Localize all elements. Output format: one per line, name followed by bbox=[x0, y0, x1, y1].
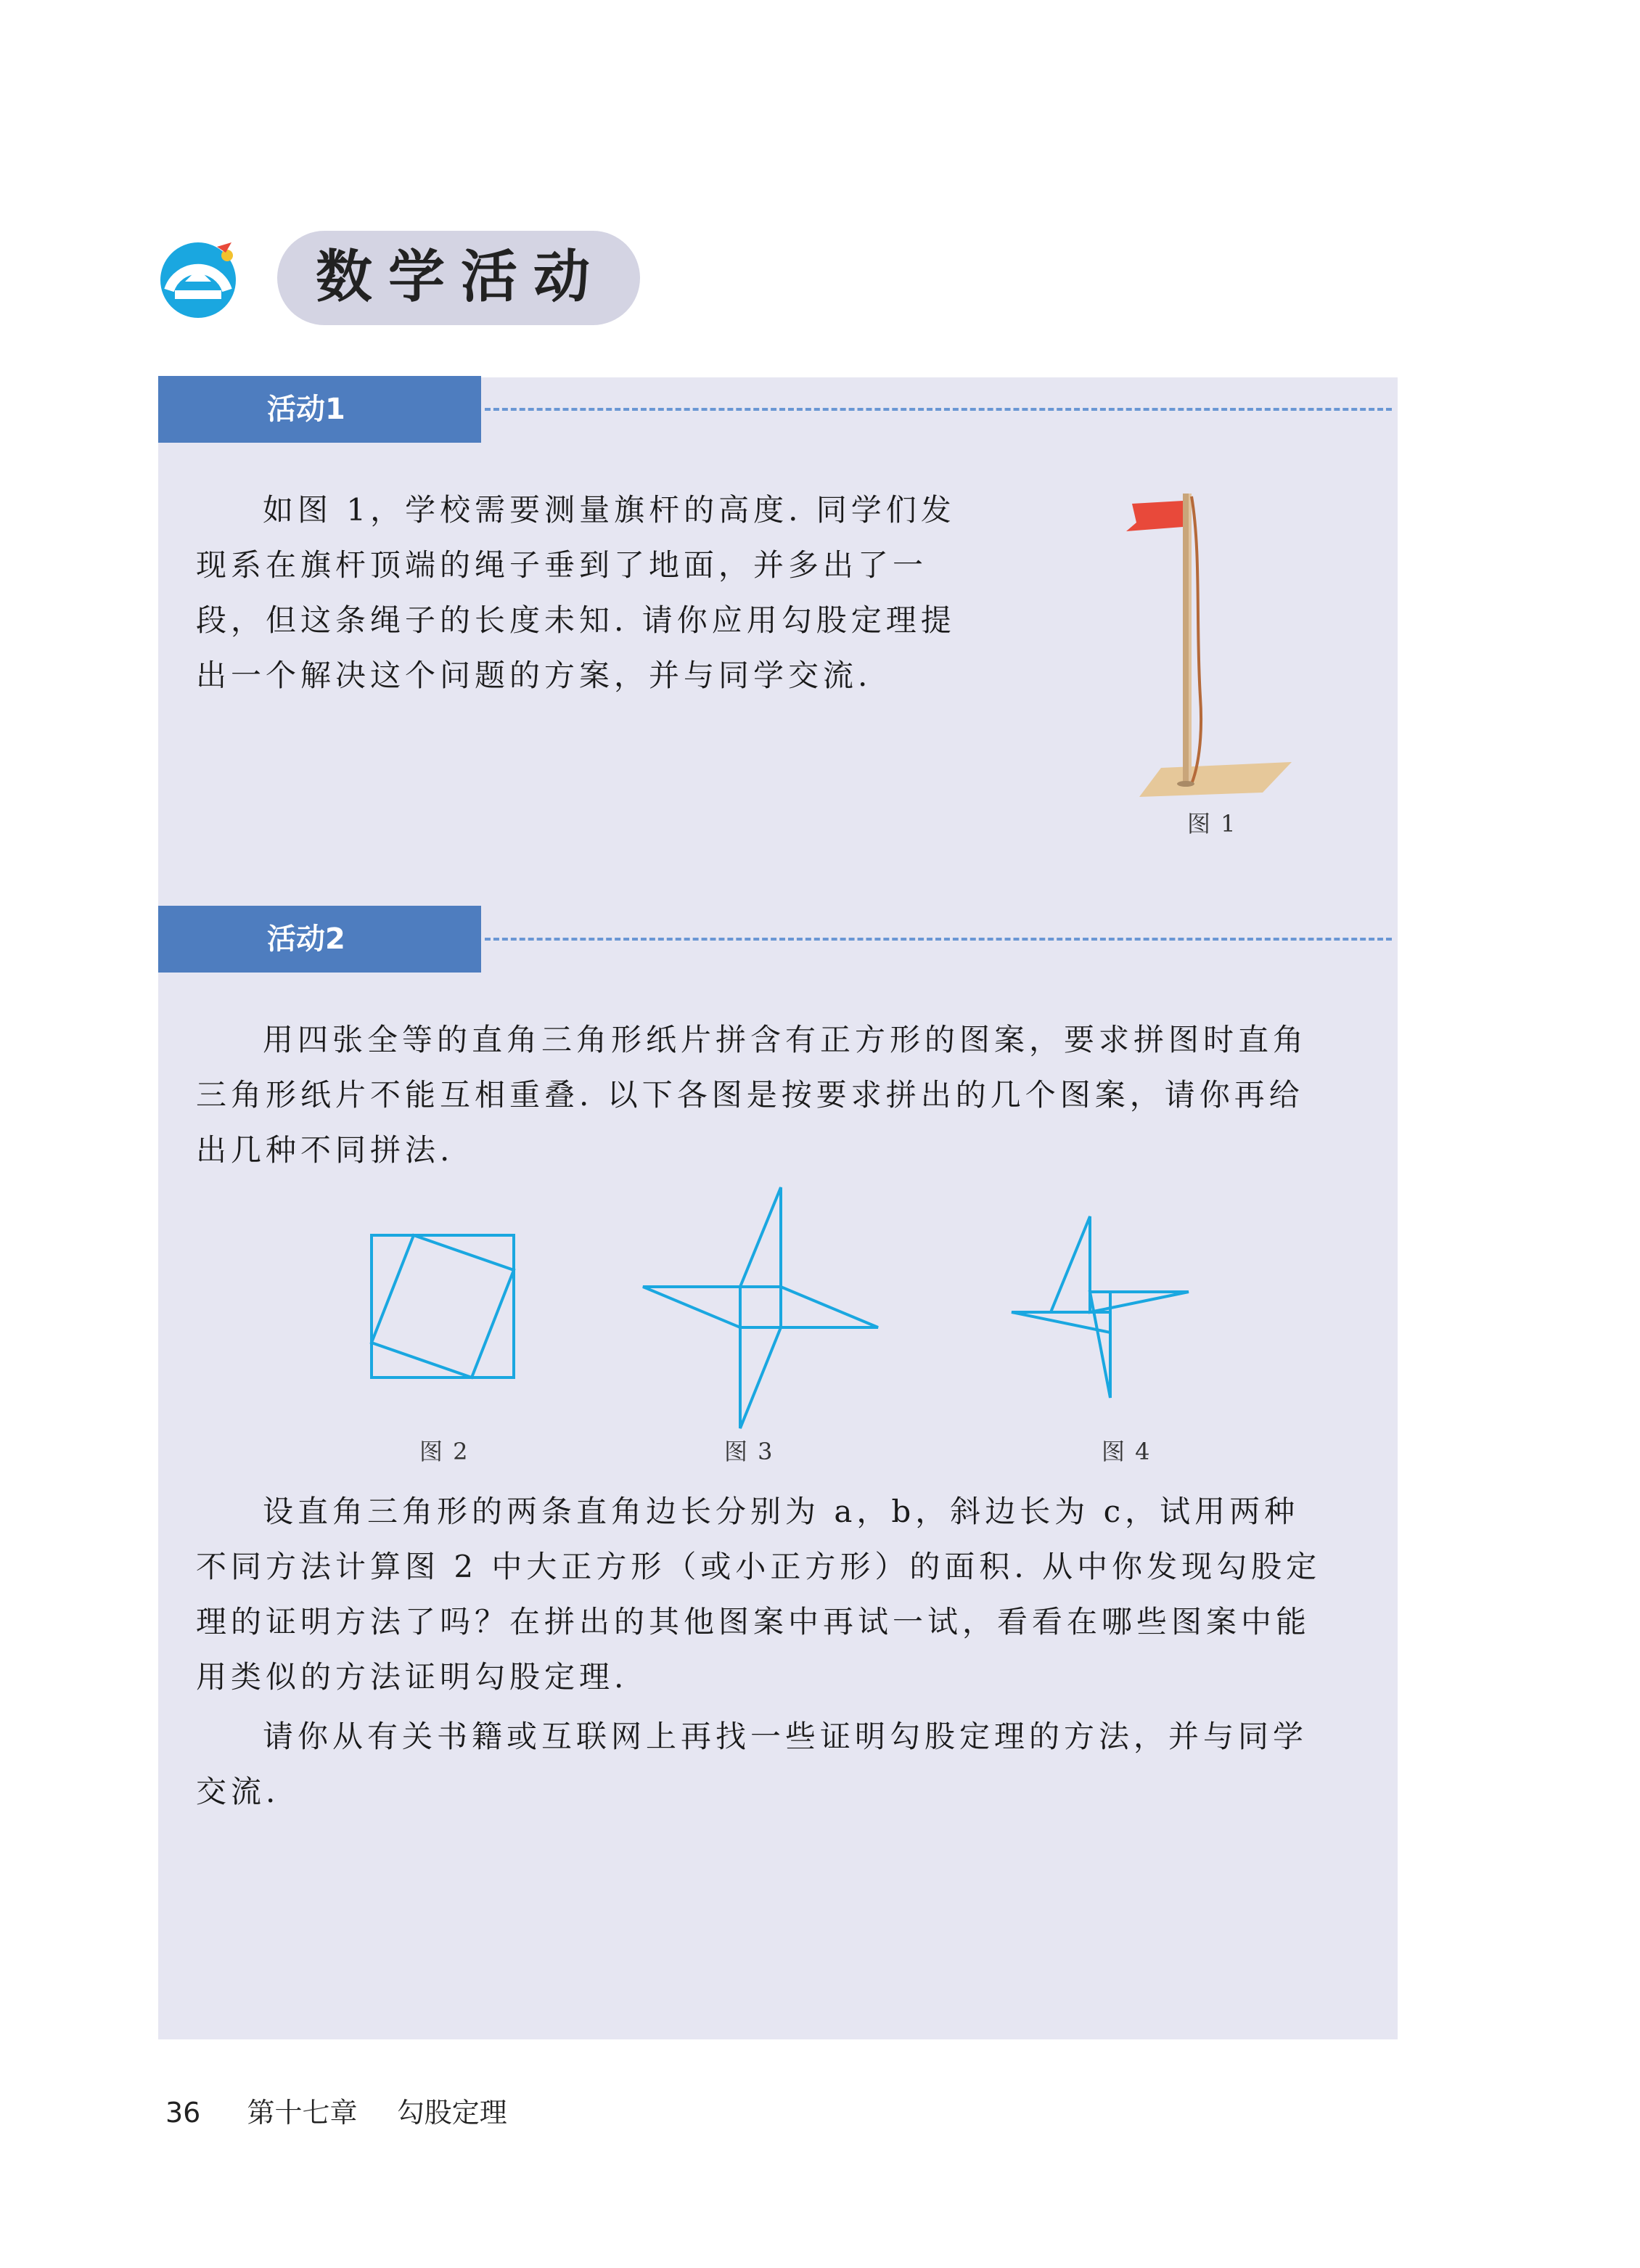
activity1-label: 活动1 bbox=[158, 376, 481, 443]
figure4-caption: 图 4 bbox=[1102, 1438, 1152, 1465]
activity2-para2-line: 用类似的方法证明勾股定理. bbox=[196, 1659, 628, 1695]
activity1-line: 现系在旗杆顶端的绳子垂到了地面，并多出了一 bbox=[196, 547, 928, 583]
figure3-caption: 图 3 bbox=[724, 1438, 774, 1465]
page-footer bbox=[165, 2090, 507, 2130]
figure1-caption: 图 1 bbox=[1187, 810, 1237, 838]
page-number: 36 bbox=[165, 2097, 201, 2129]
activity2-para3-line: 请你从有关书籍或互联网上再找一些证明勾股定理的方法，并与同学 bbox=[263, 1719, 1308, 1754]
activity2-paragraph3 bbox=[196, 1709, 1393, 1819]
activity2-para3-line: 交流. bbox=[196, 1774, 280, 1809]
page-title: 数学活动 bbox=[315, 245, 606, 310]
flagpole-figure bbox=[1110, 479, 1313, 798]
activity2-intro-line: 用四张全等的直角三角形纸片拼含有正方形的图案，要求拼图时直角 bbox=[263, 1022, 1308, 1057]
activity2-para2-line: 理的证明方法了吗？在拼出的其他图案中再试一试，看看在哪些图案中能 bbox=[196, 1604, 1311, 1639]
activity1-text bbox=[196, 483, 1052, 703]
activity1-line: 出一个解决这个问题的方案，并与同学交流. bbox=[196, 658, 872, 693]
activity1-divider bbox=[485, 408, 1392, 411]
activity2-label: 活动2 bbox=[158, 906, 481, 973]
math-activity-logo-icon bbox=[156, 240, 243, 319]
activity2-intro-line: 三角形纸片不能互相重叠. 以下各图是按要求拼出的几个图案，请你再给 bbox=[196, 1077, 1304, 1113]
figure2-square-puzzle bbox=[363, 1227, 522, 1386]
activity2-paragraph2 bbox=[196, 1484, 1393, 1705]
figure3-windmill-puzzle bbox=[631, 1182, 893, 1436]
activity2-intro bbox=[196, 1012, 1393, 1178]
figure4-pinwheel-puzzle bbox=[1001, 1211, 1197, 1407]
activity1-line: 段，但这条绳子的长度未知. 请你应用勾股定理提 bbox=[196, 602, 956, 638]
activity2-divider bbox=[485, 938, 1392, 941]
activity2-para2-line: 设直角三角形的两条直角边长分别为 a，b，斜边长为 c，试用两种 bbox=[263, 1494, 1300, 1529]
activity1-line: 如图 1，学校需要测量旗杆的高度. 同学们发 bbox=[263, 492, 956, 528]
chapter-title: 勾股定理 bbox=[396, 2097, 507, 2129]
figure2-caption: 图 2 bbox=[419, 1438, 470, 1465]
activity2-para2-line: 不同方法计算图 2 中大正方形（或小正方形）的面积. 从中你发现勾股定 bbox=[196, 1549, 1321, 1584]
activity2-intro-line: 出几种不同拼法. bbox=[196, 1132, 454, 1168]
chapter-number: 第十七章 bbox=[247, 2097, 358, 2129]
